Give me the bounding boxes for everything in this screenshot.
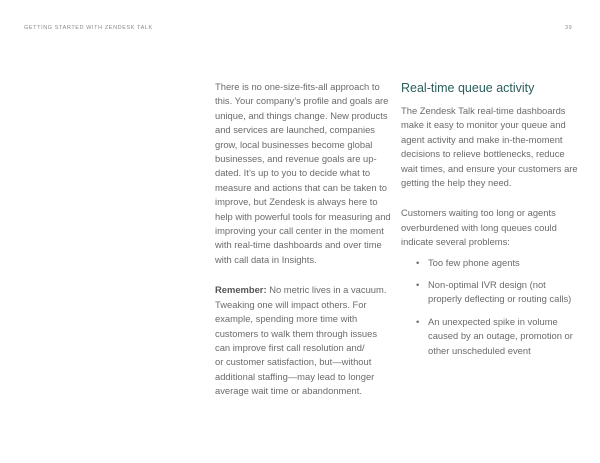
intro-paragraph: [215, 80, 391, 267]
bullet-icon: •: [416, 315, 420, 327]
text-line: this. Your company’s profile and goals are: [215, 95, 389, 107]
text-line: The Zendesk Talk real-time dashboards: [401, 105, 566, 116]
text-line: can improve first call resolution and/: [215, 341, 365, 353]
text-line: indicate several problems:: [401, 236, 510, 248]
text-line: help with powerful tools for measuring and: [215, 210, 391, 222]
page-number: 39: [565, 25, 573, 31]
text-line: other unscheduled event: [428, 344, 531, 356]
text-line: and services are launched, companies: [215, 124, 375, 136]
list-item: [401, 256, 578, 270]
text-line: improving your call center in the moment: [215, 225, 384, 237]
text-line: measure and actions that can be taken to: [215, 181, 387, 193]
text-line: agent activity and make in-the-moment: [401, 133, 563, 145]
text-line: businesses, and revenue goals are up-: [215, 153, 377, 165]
right-column: [401, 80, 578, 366]
bullet-icon: •: [416, 256, 420, 268]
bullet-icon: •: [416, 279, 420, 291]
text-line: make it easy to monitor your queue and: [401, 119, 566, 131]
text-line: properly deflecting or routing calls): [428, 293, 572, 305]
left-column: [215, 80, 391, 399]
text-line: dated. It’s up to you to decide what to: [215, 167, 371, 179]
text-line: Tweaking one will impact others. For: [215, 298, 367, 310]
text-span: No metric lives in a vacuum.: [266, 284, 387, 296]
remember-paragraph: [215, 283, 391, 398]
text-line: example, spending more time with: [215, 313, 358, 325]
text-line: with real-time dashboards and over time: [215, 239, 382, 251]
text-line: Too few phone agents: [428, 256, 520, 268]
text-line: Non-optimal IVR design (not: [428, 279, 546, 291]
dashboards-paragraph: [401, 104, 578, 190]
text-line: getting the help they need.: [401, 177, 512, 189]
text-line: caused by an outage, promotion or: [428, 330, 573, 342]
text-line: average wait time or abandonment.: [215, 385, 362, 397]
problems-list: [401, 256, 578, 358]
remember-label: Remember:: [215, 284, 267, 296]
text-line: There is no one-size-fits-all approach to: [215, 81, 380, 92]
text-line: with call data in Insights.: [215, 253, 317, 265]
text-line: additional staffing—may lead to longer: [215, 370, 375, 382]
text-line: decisions to relieve bottlenecks, reduce: [401, 148, 565, 160]
text-line: unique, and things change. New products: [215, 109, 388, 121]
list-item: [401, 315, 578, 358]
running-header: GETTING STARTED WITH ZENDESK TALK: [24, 25, 153, 31]
text-line: grow, local businesses become global: [215, 138, 373, 150]
text-line: overburdened with long queues could: [401, 221, 557, 233]
text-line: Customers waiting too long or agents: [401, 207, 556, 219]
text-line: customers to walk them through issues: [215, 327, 378, 339]
text-line: [215, 283, 391, 297]
text-line: wait times, and ensure your customers are: [401, 162, 578, 174]
text-line: or customer satisfaction, but—without: [215, 356, 372, 368]
text-line: improve, but Zendesk is always here to: [215, 196, 378, 208]
section-heading: Real-time queue activity: [401, 81, 535, 95]
list-item: [401, 278, 578, 307]
text-line: An unexpected spike in volume: [428, 315, 558, 327]
problems-paragraph: [401, 206, 578, 249]
